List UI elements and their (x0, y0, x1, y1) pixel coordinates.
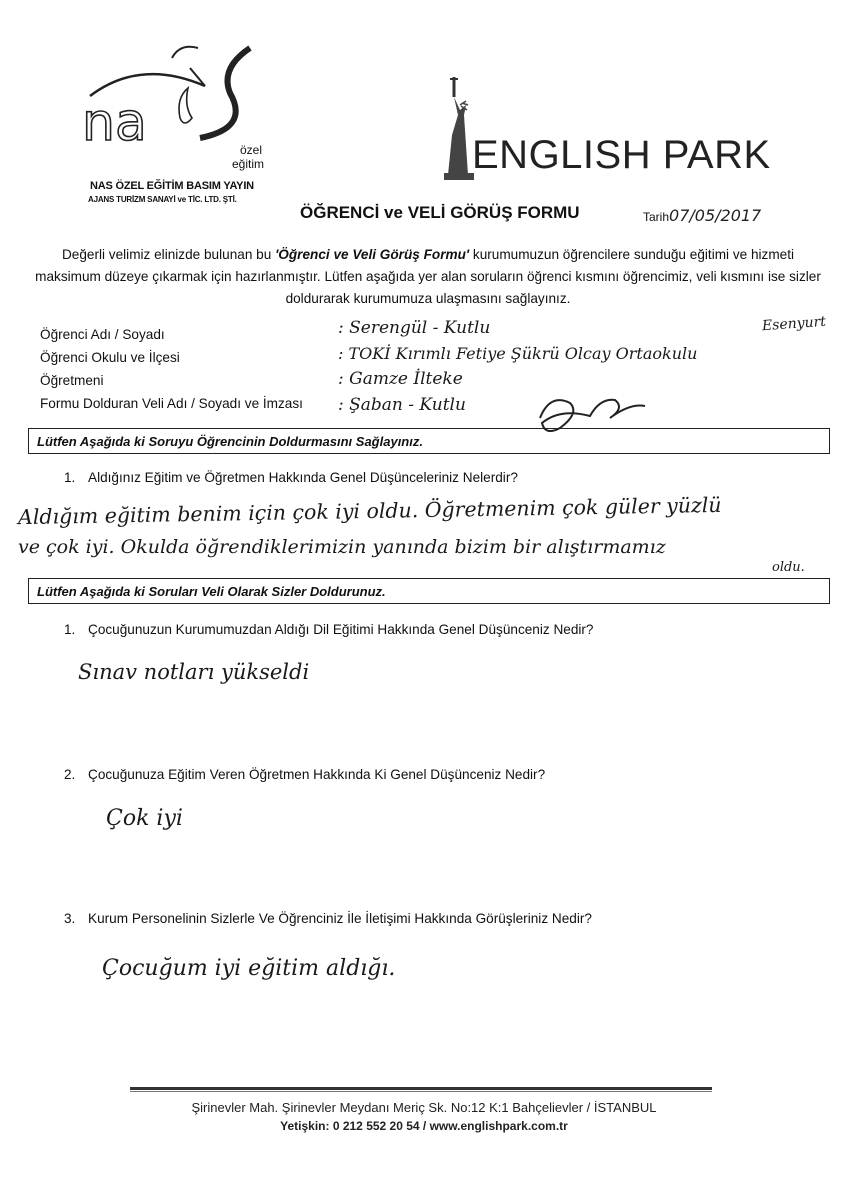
school-value: : TOKİ Kırımlı Fetiye Şükrü Olcay Ortaokulu (338, 344, 698, 363)
parent-answer-2: Çok iyi (106, 806, 183, 831)
parent-question-3 (64, 911, 592, 926)
teacher-value: : Gamze İlteke (338, 369, 463, 389)
parent-question-2 (64, 767, 545, 782)
parent-label: Formu Dolduran Veli Adı / Soyadı ve İmzası (40, 396, 303, 411)
footer-address: Şirinevler Mah. Şirinevler Meydanı Meriç Sk. No:12 K:1 Bahçelievler / İSTANBUL (191, 1100, 657, 1115)
footer-contact: Yetişkin: 0 212 552 20 54 / www.englishpark.com.tr (280, 1119, 568, 1133)
footer-divider-thin (130, 1091, 712, 1092)
footer-divider (130, 1087, 712, 1090)
question-text: Çocuğunuzun Kurumumuzdan Aldığı Dil Eğitimi Hakkında Genel Düşünceniz Nedir? (88, 622, 594, 637)
school-label: Öğrenci Okulu ve İlçesi (40, 350, 180, 365)
district-value: Esenyurt (761, 313, 827, 335)
intro-text-before: Değerli velimiz elinizde bulunan bu (61, 247, 276, 262)
question-text: Kurum Personelinin Sizlerle Ve Öğrenciniz İle İletişimi Hakkında Görüşleriniz Nedir? (88, 911, 592, 926)
parent-answer-1: Sınav notları yükseldi (78, 660, 310, 684)
question-number: 3. (64, 911, 76, 926)
student-name-value: : Serengül - Kutlu (338, 318, 491, 338)
date-label: Tarih (643, 210, 670, 224)
company-name-line2: AJANS TURİZM SANAYİ ve TİC. LTD. ŞTİ. (88, 195, 237, 204)
nas-logo (80, 38, 270, 204)
question-number: 1. (64, 470, 76, 485)
parent-answer-3: Çocuğum iyi eğitim aldığı. (102, 956, 396, 981)
date-value: 07/05/2017 (669, 206, 762, 225)
intro-form-name: 'Öğrenci ve Veli Görüş Formu' (275, 247, 470, 262)
student-question-1 (64, 470, 518, 485)
info-field-labels (40, 323, 303, 415)
brand-name: ENGLISH PARK (472, 133, 771, 177)
question-text: Çocuğunuza Eğitim Veren Öğretmen Hakkında Ki Genel Düşünceniz Nedir? (88, 767, 546, 782)
svg-text:na: na (82, 93, 147, 153)
intro-paragraph (28, 244, 828, 310)
company-name-line1: NAS ÖZEL EĞİTİM BASIM YAYIN (90, 180, 254, 192)
student-name-label: Öğrenci Adı / Soyadı (40, 327, 165, 342)
student-section-banner: Lütfen Aşağıda ki Soruyu Öğrencinin Doldurmasını Sağlayınız. (28, 428, 830, 454)
parent-section-banner: Lütfen Aşağıda ki Soruları Veli Olarak Sizler Doldurunuz. (28, 578, 830, 604)
question-text: Aldığınız Eğitim ve Öğretmen Hakkında Genel Düşünceleriniz Nelerdir? (88, 470, 518, 485)
parent-value: : Şaban - Kutlu (338, 395, 466, 415)
english-park-logo (438, 75, 778, 185)
parent-question-1 (64, 622, 594, 637)
student-answer-line-2: ve çok iyi. Okulda öğrendiklerimizin yanında bizim bir alıştırmamız (18, 536, 666, 558)
logo-egitim-text: eğitim (232, 157, 265, 171)
student-answer-extra: oldu. (772, 560, 805, 575)
question-number: 1. (64, 622, 76, 637)
date-field (643, 206, 761, 225)
logo-ozel-text: özel (240, 143, 263, 157)
form-title: ÖĞRENCİ ve VELİ GÖRÜŞ FORMU (300, 203, 580, 222)
intro-text-after: kurumumuzun öğrencilere sunduğu eğitimi ve hizmeti maksimum düzeye çıkarmak için hazırlanmıştır. Lütfen aşağıda yer alan soruların öğrenci kısmını öğrencimiz, veli kısmını ise sizler doldurarak kurumumuza ulaşmasını sağlayınız. (35, 247, 821, 306)
teacher-label: Öğretmeni (40, 373, 104, 388)
question-number: 2. (64, 767, 76, 782)
student-answer-line-1: Aldığım eğitim benim için çok iyi oldu. Öğretmenim çok güler yüzlü (17, 492, 722, 530)
